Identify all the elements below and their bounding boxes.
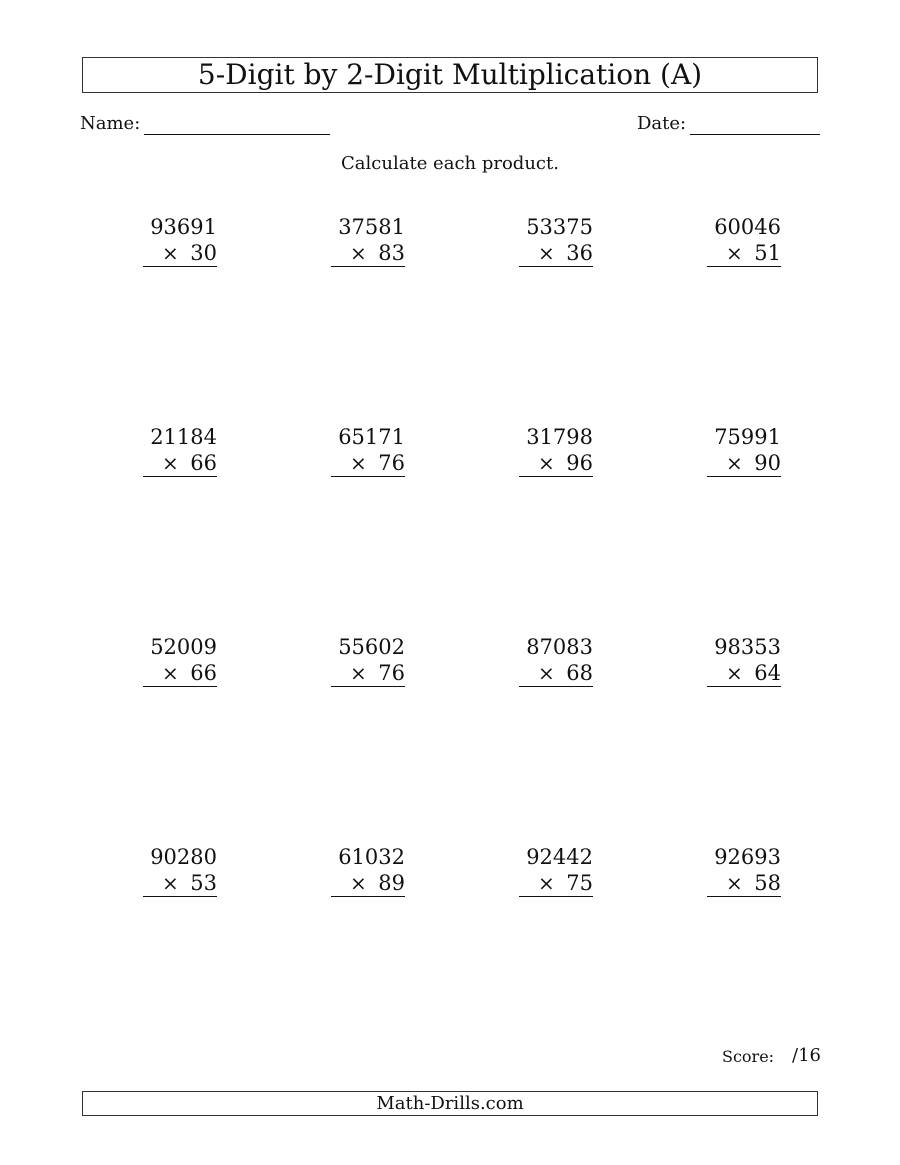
multiplicand: 92693 xyxy=(714,845,781,869)
multiplicand: 55602 xyxy=(338,635,405,659)
multiplicand: 98353 xyxy=(714,635,781,659)
instructions: Calculate each product. xyxy=(341,153,559,174)
multiply-sign: × xyxy=(538,451,555,475)
multiplier-row xyxy=(707,240,781,267)
multiplicand: 37581 xyxy=(338,215,405,239)
multiplier-row xyxy=(331,450,405,477)
multiplier-row xyxy=(707,660,781,687)
multiplier: 76 xyxy=(378,451,405,475)
multiply-sign: × xyxy=(162,241,179,265)
problem-12 xyxy=(707,634,781,694)
multiplicand: 87083 xyxy=(526,635,593,659)
multiplicand: 90280 xyxy=(150,845,217,869)
score-label: Score: xyxy=(722,1047,775,1066)
multiplier-row xyxy=(707,870,781,897)
problem-6 xyxy=(331,424,405,484)
multiplier-row xyxy=(331,870,405,897)
multiplier: 58 xyxy=(754,871,781,895)
multiplier-row xyxy=(707,450,781,477)
multiplier-row xyxy=(143,240,217,267)
multiplier: 51 xyxy=(754,241,781,265)
multiplicand: 60046 xyxy=(714,215,781,239)
multiplicand: 75991 xyxy=(714,425,781,449)
multiplier: 96 xyxy=(566,451,593,475)
multiplier-row xyxy=(143,870,217,897)
multiply-sign: × xyxy=(538,661,555,685)
name-label: Name: xyxy=(80,113,141,134)
multiplicand: 21184 xyxy=(150,425,217,449)
multiplier: 68 xyxy=(566,661,593,685)
problem-8 xyxy=(707,424,781,484)
problem-1 xyxy=(143,214,217,274)
multiplicand: 93691 xyxy=(150,215,217,239)
multiplier-row xyxy=(519,870,593,897)
problem-4 xyxy=(707,214,781,274)
date-line xyxy=(690,134,820,135)
name-line xyxy=(144,134,330,135)
problem-15 xyxy=(519,844,593,904)
multiplicand: 31798 xyxy=(526,425,593,449)
multiplier: 76 xyxy=(378,661,405,685)
problem-14 xyxy=(331,844,405,904)
multiplier: 66 xyxy=(190,451,217,475)
problem-9 xyxy=(143,634,217,694)
problem-11 xyxy=(519,634,593,694)
problem-13 xyxy=(143,844,217,904)
worksheet-title: 5-Digit by 2-Digit Multiplication (A) xyxy=(82,57,818,93)
multiplicand: 65171 xyxy=(338,425,405,449)
multiplier-row xyxy=(519,240,593,267)
multiplier: 66 xyxy=(190,661,217,685)
multiply-sign: × xyxy=(162,661,179,685)
multiply-sign: × xyxy=(538,241,555,265)
multiplier: 90 xyxy=(754,451,781,475)
problem-7 xyxy=(519,424,593,484)
problem-3 xyxy=(519,214,593,274)
problem-5 xyxy=(143,424,217,484)
multiply-sign: × xyxy=(350,241,367,265)
multiplier-row xyxy=(143,660,217,687)
multiplier-row xyxy=(331,240,405,267)
multiply-sign: × xyxy=(726,661,743,685)
multiplier: 64 xyxy=(754,661,781,685)
multiply-sign: × xyxy=(162,451,179,475)
multiplier-row xyxy=(519,660,593,687)
multiplicand: 92442 xyxy=(526,845,593,869)
multiply-sign: × xyxy=(726,871,743,895)
multiplier: 83 xyxy=(378,241,405,265)
multiply-sign: × xyxy=(726,451,743,475)
multiplicand: 61032 xyxy=(338,845,405,869)
footer-site: Math-Drills.com xyxy=(82,1091,818,1116)
multiplier-row xyxy=(331,660,405,687)
multiplier: 30 xyxy=(190,241,217,265)
date-label: Date: xyxy=(637,113,687,134)
multiplier-row xyxy=(519,450,593,477)
multiplier: 36 xyxy=(566,241,593,265)
multiply-sign: × xyxy=(350,451,367,475)
problem-16 xyxy=(707,844,781,904)
problem-2 xyxy=(331,214,405,274)
multiplicand: 52009 xyxy=(150,635,217,659)
multiply-sign: × xyxy=(350,871,367,895)
multiplier: 75 xyxy=(566,871,593,895)
multiply-sign: × xyxy=(162,871,179,895)
multiply-sign: × xyxy=(538,871,555,895)
problem-10 xyxy=(331,634,405,694)
multiply-sign: × xyxy=(726,241,743,265)
multiplicand: 53375 xyxy=(526,215,593,239)
multiplier: 53 xyxy=(190,871,217,895)
multiplier: 89 xyxy=(378,871,405,895)
score-total: /16 xyxy=(792,1045,821,1066)
multiplier-row xyxy=(143,450,217,477)
multiply-sign: × xyxy=(350,661,367,685)
